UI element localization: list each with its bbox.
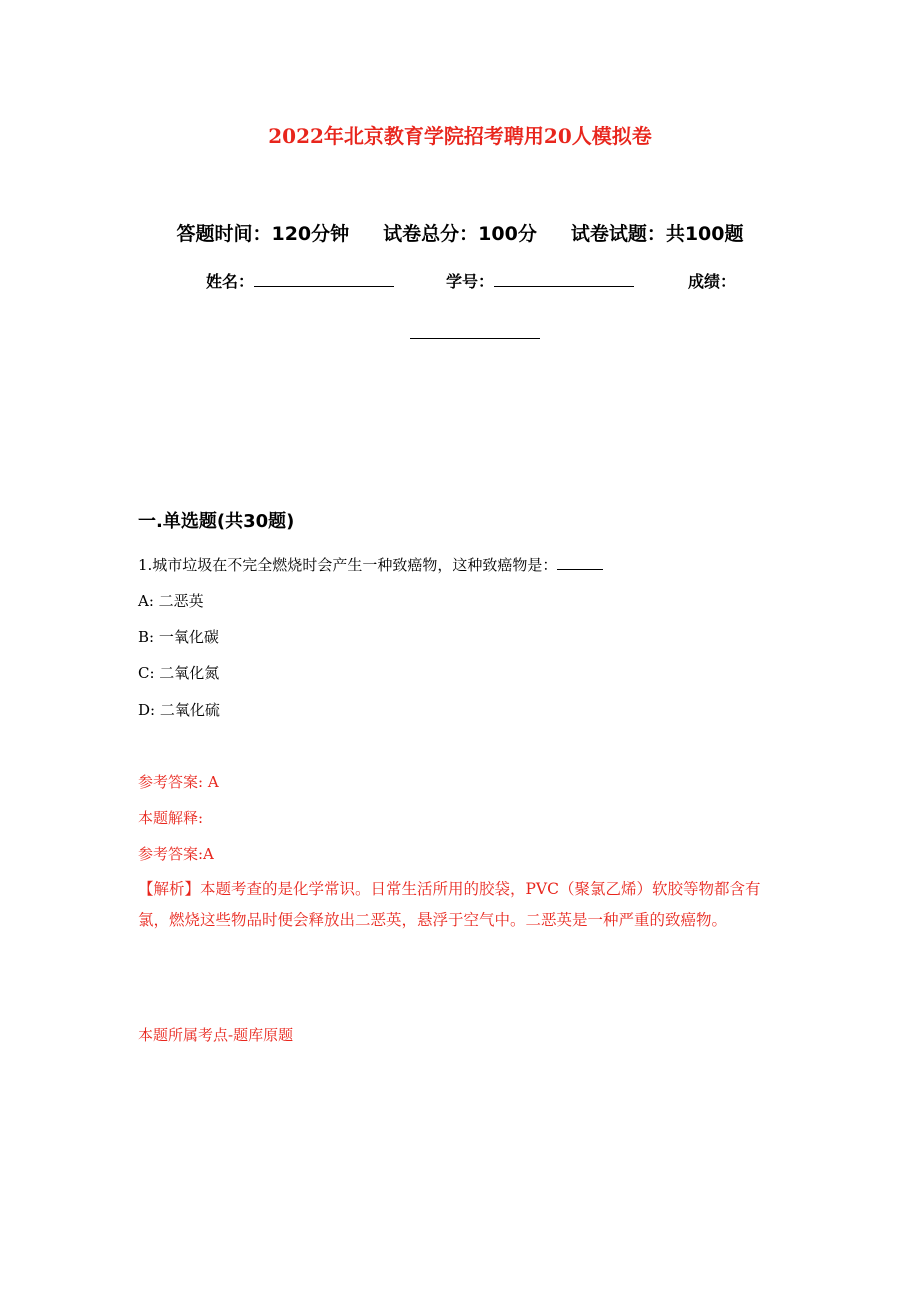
- explanation-label: 本题解释:: [138, 809, 204, 827]
- option-d: D: 二氧化硫: [138, 701, 220, 719]
- score-blank: [410, 324, 540, 339]
- name-field: [206, 270, 394, 294]
- reference-answer-repeat: 参考答案:A: [138, 845, 214, 863]
- exam-total-score: 试卷总分：100分: [383, 223, 537, 245]
- name-blank: [254, 272, 394, 287]
- question-stem: [138, 554, 603, 576]
- question-blank: [557, 557, 603, 570]
- question-source: 本题所属考点-题库原题: [138, 1026, 294, 1044]
- section-heading: 一.单选题(共30题): [138, 511, 295, 532]
- reference-answer: 参考答案: A: [138, 773, 219, 791]
- score-field: [688, 270, 736, 294]
- question-stem-text: 1.城市垃圾在不完全燃烧时会产生一种致癌物，这种致癌物是：: [138, 556, 558, 574]
- option-a: A: 二恶英: [138, 592, 204, 610]
- student-id-blank: [494, 272, 634, 287]
- student-id-label: 学号：: [446, 272, 495, 291]
- analysis-paragraph: 【解析】本题考查的是化学常识。日常生活所用的胶袋，PVC（聚氯乙烯）软胶等物都含有氯，燃烧这些物品时便会释放出二恶英，悬浮于空气中。二恶英是一种严重的致癌物。: [138, 880, 761, 929]
- option-b: B: 一氧化碳: [138, 628, 219, 646]
- exam-question-count: 试卷试题：共100题: [570, 223, 744, 245]
- document-title: 2022年北京教育学院招考聘用20人模拟卷: [268, 124, 652, 148]
- option-c: C: 二氧化氮: [138, 664, 220, 682]
- student-id-field: [446, 270, 634, 294]
- exam-time: 答题时间：120分钟: [176, 223, 350, 245]
- name-label: 姓名：: [206, 272, 255, 291]
- exam-meta-row: [0, 220, 920, 248]
- score-label: 成绩：: [688, 272, 737, 291]
